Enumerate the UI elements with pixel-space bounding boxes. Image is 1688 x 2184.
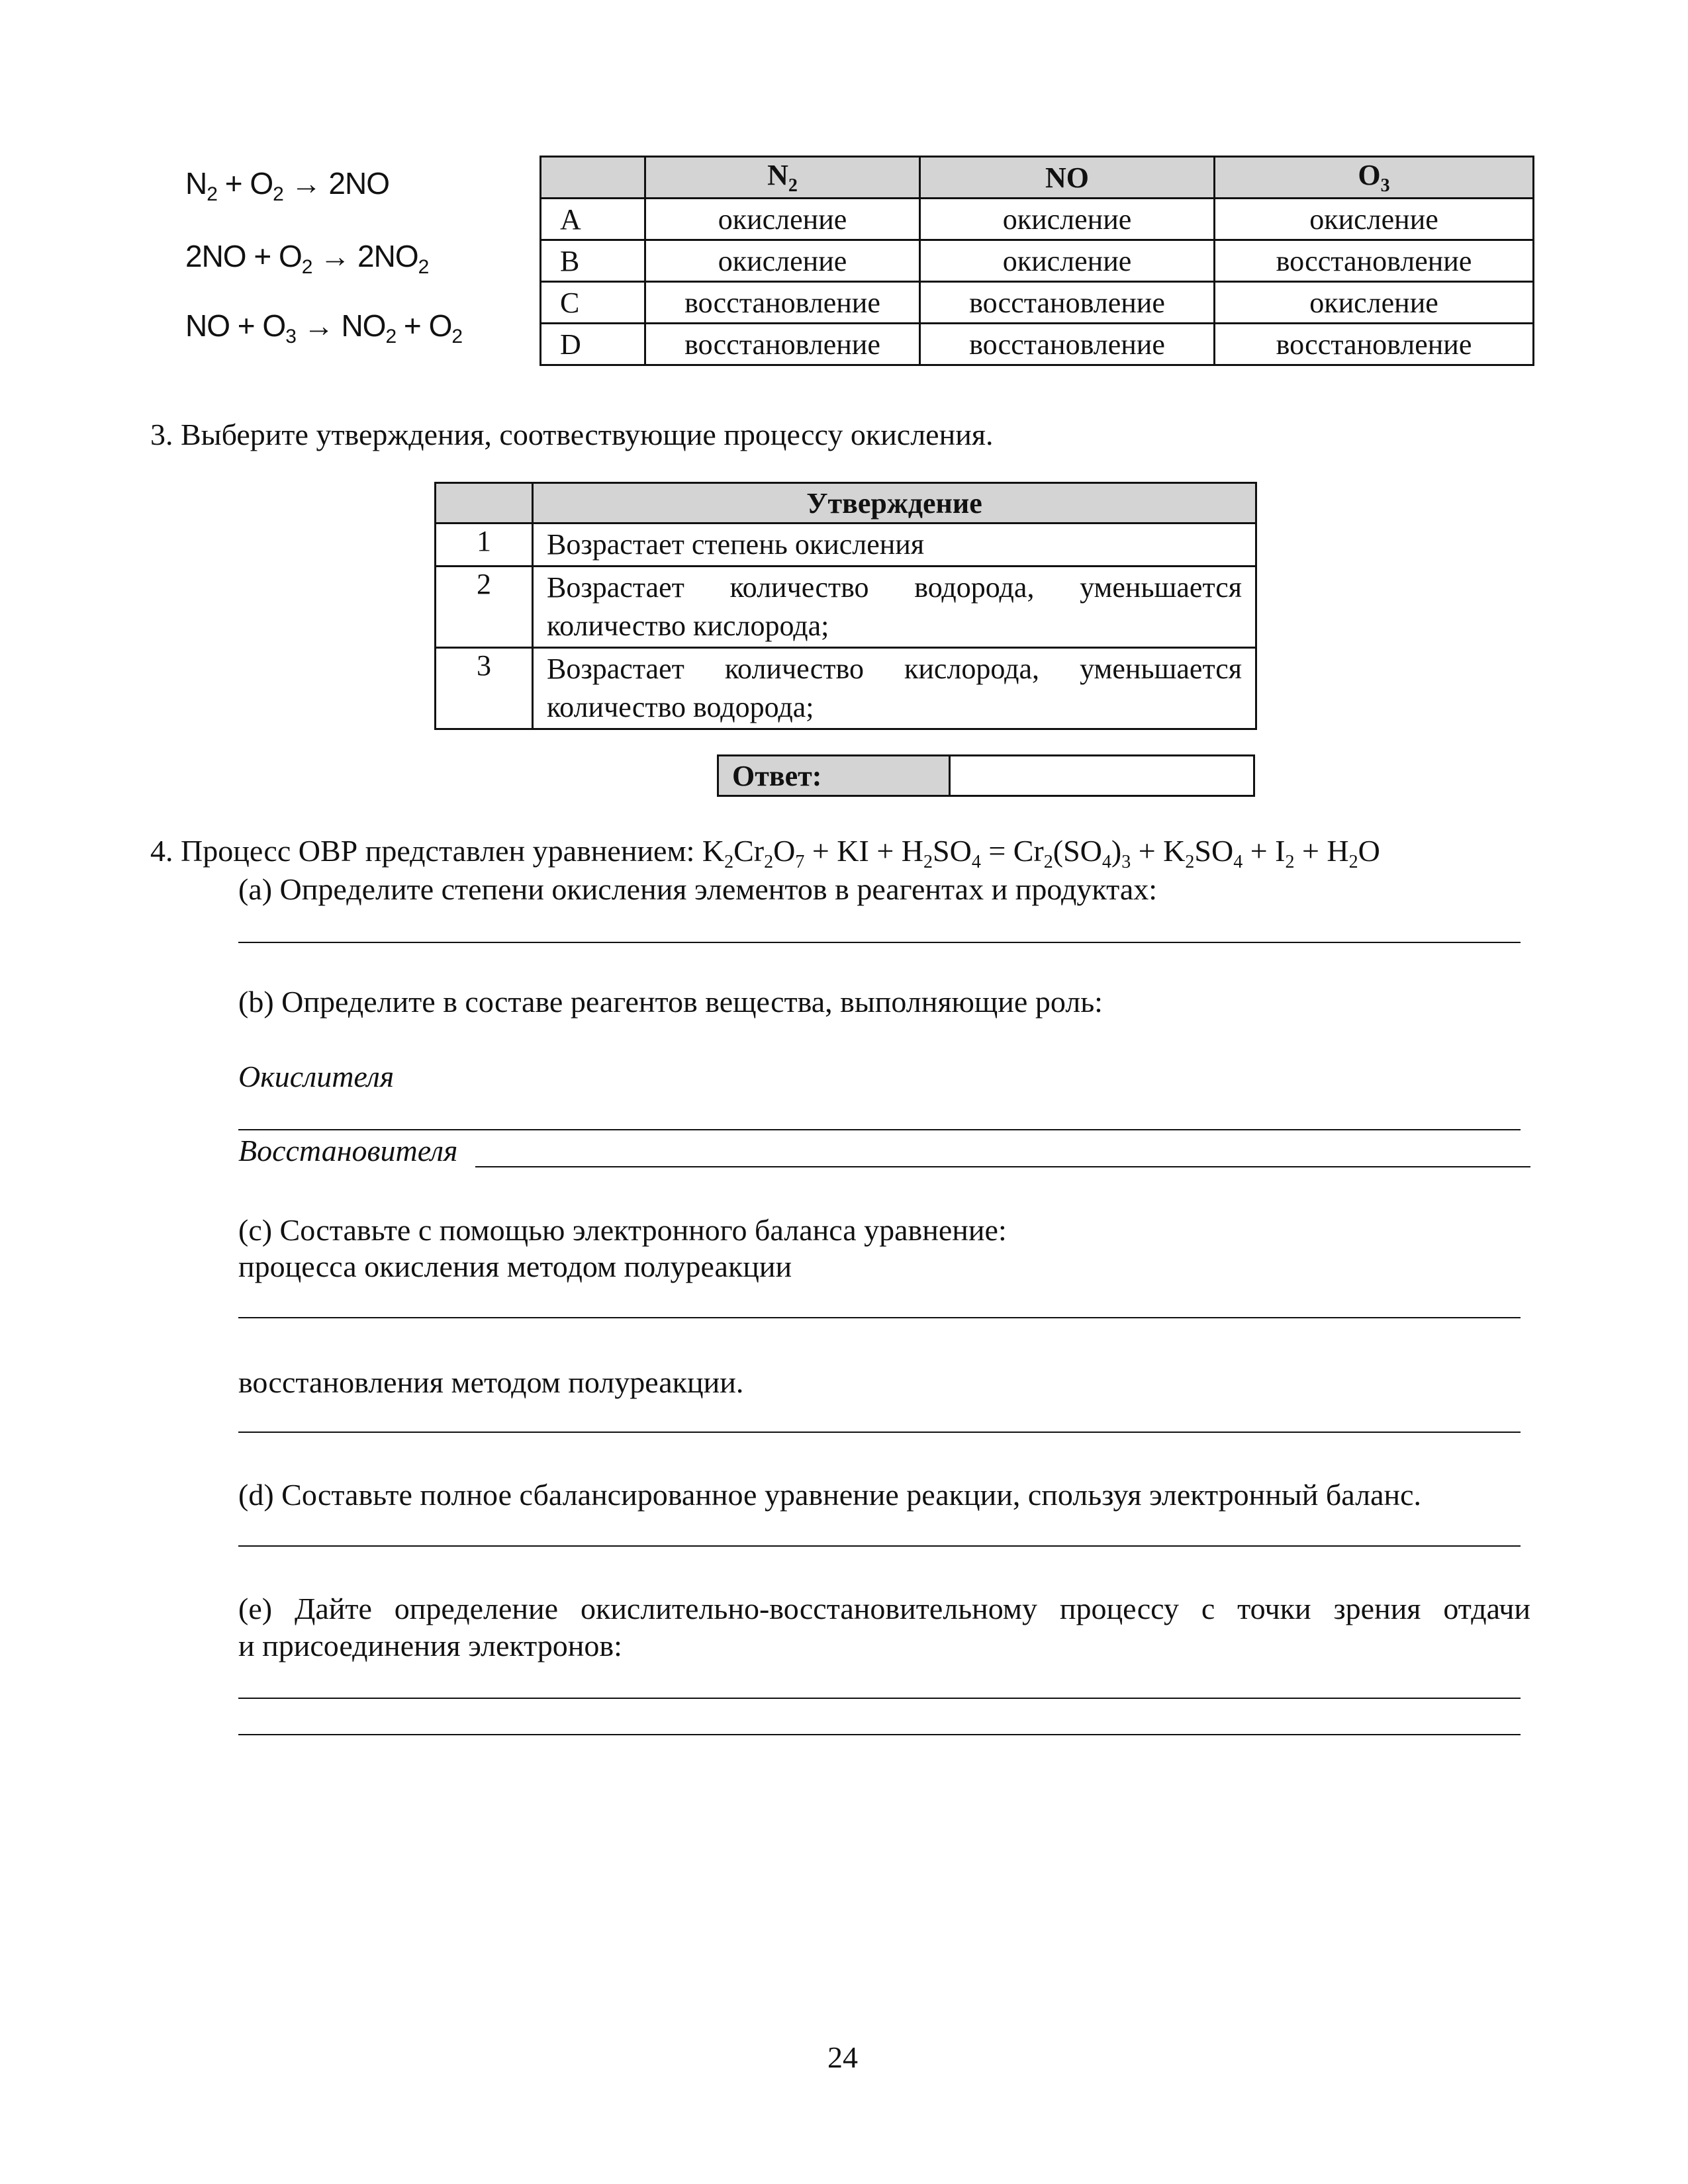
row-label: A (541, 199, 645, 240)
table-cell: окисление (920, 199, 1215, 240)
table-cell: восстановление (645, 282, 920, 324)
table-cell: окисление (645, 240, 920, 282)
redox-equation: $K_2Cr_2O_7$ + KI + $H_2SO_4 = Cr_2(SO_4)_3 + K_2SO_4 + I_2 + H_2O$ (702, 834, 1380, 873)
table-cell: восстановление (920, 282, 1215, 324)
process-table-corner (541, 157, 645, 199)
table-row (541, 240, 1534, 282)
page-number: 24 (827, 2040, 858, 2074)
statement-row (436, 523, 1256, 567)
table-cell: окисление (920, 240, 1215, 282)
statement-table (434, 482, 1257, 730)
statement-text: Возрастает количество кислорода, уменьшается количество водорода; (533, 648, 1256, 729)
process-table (539, 156, 1534, 366)
part-e-text-line1: (e) Дайте определение окислительно-восстановительному процессу с точки зрения отдачи (238, 1592, 1530, 1625)
table-cell: восстановление (1215, 324, 1534, 365)
oxidizer-label: Окислителя (238, 1060, 395, 1093)
statement-number: 3 (436, 648, 533, 729)
oxidation-half-reaction-label: процесса окисления методом полуреакции (238, 1250, 792, 1283)
table-cell: восстановление (920, 324, 1215, 365)
equation-2: $2NO + O_2 \to 2NO_2$ (185, 239, 429, 279)
statement-number: 1 (436, 523, 533, 567)
table-row (541, 282, 1534, 324)
question-4-intro: 4. Процесс ОВР представлен уравнением: $K_2Cr_2O_7$ + KI + $H_2SO_4 = Cr_2(SO_4)_3 + K_2SO_4 + I_2 + H_2O$ (150, 834, 1380, 873)
row-label: C (541, 282, 645, 324)
table-cell: восстановление (645, 324, 920, 365)
statement-table-corner (436, 483, 533, 523)
header-n2: $N_2$ (645, 157, 920, 199)
header-o3: $O_3$ (1215, 157, 1534, 199)
answer-field[interactable] (950, 756, 1254, 796)
process-table-header (541, 157, 1534, 199)
part-d-text: (d) Составьте полное сбалансированное уравнение реакции, спользуя электронный баланс. (238, 1478, 1422, 1512)
part-c-text: (c) Составьте с помощью электронного баланса уравнение: (238, 1213, 1007, 1247)
reduction-half-reaction-label: восстановления методом полуреакции. (238, 1365, 744, 1399)
answer-line-reducer[interactable] (475, 1166, 1530, 1167)
answer-box (717, 754, 1255, 797)
statement-header: Утверждение (533, 483, 1256, 523)
table-cell: окисление (645, 199, 920, 240)
header-no: NO (920, 157, 1215, 199)
statement-text: Возрастает степень окисления (533, 523, 1256, 567)
table-cell: восстановление (1215, 240, 1534, 282)
answer-line-oxidizer[interactable] (238, 1129, 1521, 1130)
equation-1: $N_2 + O_2 \to 2NO$ (185, 166, 389, 206)
table-cell: окисление (1215, 199, 1534, 240)
answer-line-d[interactable] (238, 1545, 1521, 1547)
statement-row (436, 648, 1256, 729)
statement-row (436, 567, 1256, 648)
answer-label: Ответ: (718, 756, 950, 796)
equation-3: NO + $O_3 \to NO_2 + O_2$ (185, 308, 463, 348)
row-label: D (541, 324, 645, 365)
answer-line-a[interactable] (238, 942, 1521, 943)
reducer-label: Восстановителя (238, 1134, 458, 1167)
part-b-text: (b) Определите в составе реагентов вещества, выполняющие роль: (238, 985, 1103, 1019)
part-a-text: (a) Определите степени окисления элементов в реагентах и продуктах: (238, 872, 1158, 906)
answer-line-e2[interactable] (238, 1734, 1521, 1735)
table-row (541, 324, 1534, 365)
statement-text: Возрастает количество водорода, уменьшается количество кислорода; (533, 567, 1256, 648)
table-row (541, 199, 1534, 240)
answer-line-oxidation[interactable] (238, 1317, 1521, 1318)
table-cell: окисление (1215, 282, 1534, 324)
statement-number: 2 (436, 567, 533, 648)
answer-line-e1[interactable] (238, 1698, 1521, 1699)
statement-table-header (436, 483, 1256, 523)
answer-line-reduction[interactable] (238, 1432, 1521, 1433)
row-label: B (541, 240, 645, 282)
part-e-text-line2: и присоединения электронов: (238, 1629, 622, 1662)
question-3-title: 3. Выберите утверждения, соотвествующие процессу окисления. (150, 418, 994, 451)
